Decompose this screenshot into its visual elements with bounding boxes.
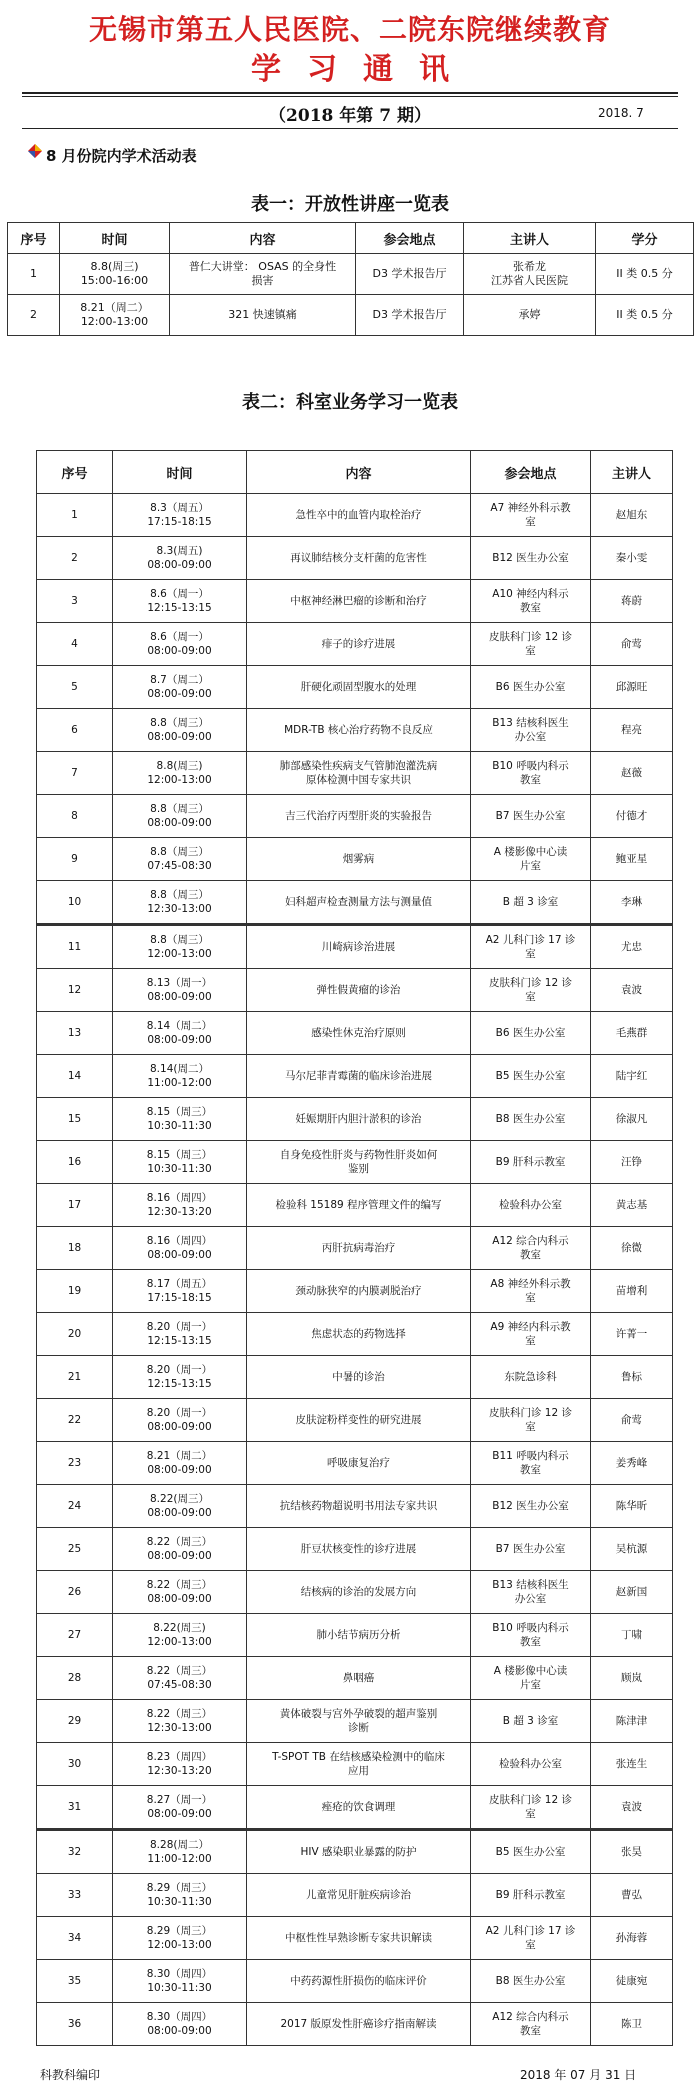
- column-header: 序号: [37, 451, 113, 494]
- cell-place: B7 医生办公室: [471, 795, 591, 838]
- table-row: [37, 580, 673, 623]
- issue-divider: [22, 128, 678, 129]
- cell-time: 8.28(周二） 11:00-12:00: [113, 1830, 247, 1874]
- cell-speaker: 赵新国: [591, 1571, 673, 1614]
- cell-place: A9 神经内科示教 室: [471, 1313, 591, 1356]
- cell-content: 弹性假黄瘤的诊治: [247, 969, 471, 1012]
- open-lecture-table: [7, 222, 694, 336]
- cell-content: 再议肺结核分支杆菌的危害性: [247, 537, 471, 580]
- cell-speaker: 徐微: [591, 1227, 673, 1270]
- cell-place: D3 学术报告厅: [356, 295, 464, 336]
- cell-speaker: 顾岚: [591, 1657, 673, 1700]
- table-row: [37, 1917, 673, 1960]
- cell-no: 24: [37, 1485, 113, 1528]
- cell-place: B11 呼吸内科示 教室: [471, 1442, 591, 1485]
- cell-no: 2: [37, 537, 113, 580]
- cell-no: 26: [37, 1571, 113, 1614]
- cell-time: 8.8(周三) 15:00-16:00: [60, 254, 170, 295]
- cell-time: 8.14(周二） 11:00-12:00: [113, 1055, 247, 1098]
- cell-speaker: 吴杭源: [591, 1528, 673, 1571]
- cell-no: 9: [37, 838, 113, 881]
- cell-time: 8.21（周二） 12:00-13:00: [60, 295, 170, 336]
- cell-content: 结核病的诊治的发展方向: [247, 1571, 471, 1614]
- cell-time: 8.22（周三） 12:30-13:00: [113, 1700, 247, 1743]
- cell-content: 急性卒中的血管内取栓治疗: [247, 494, 471, 537]
- cell-speaker: 付德才: [591, 795, 673, 838]
- cell-time: 8.22(周三) 12:00-13:00: [113, 1614, 247, 1657]
- cell-time: 8.22（周三） 08:00-09:00: [113, 1528, 247, 1571]
- cell-speaker: 秦小雯: [591, 537, 673, 580]
- column-header: 学分: [596, 223, 694, 254]
- cell-time: 8.29（周三） 10:30-11:30: [113, 1874, 247, 1917]
- cell-content: 儿童常见肝脏疾病诊治: [247, 1874, 471, 1917]
- cell-speaker: 丁啸: [591, 1614, 673, 1657]
- table-row: [37, 1743, 673, 1786]
- cell-speaker: 孙海蓉: [591, 1917, 673, 1960]
- cell-no: 36: [37, 2003, 113, 2046]
- cell-time: 8.21（周二） 08:00-09:00: [113, 1442, 247, 1485]
- cell-place: B 超 3 诊室: [471, 881, 591, 925]
- table-row: [37, 795, 673, 838]
- cell-time: 8.8（周三） 12:30-13:00: [113, 881, 247, 925]
- cell-no: 3: [37, 580, 113, 623]
- cell-place: B10 呼吸内科示 教室: [471, 1614, 591, 1657]
- table-row: [37, 1270, 673, 1313]
- table-row: [8, 295, 694, 336]
- cell-content: 2017 版原发性肝癌诊疗指南解读: [247, 2003, 471, 2046]
- cell-speaker: 邱源旺: [591, 666, 673, 709]
- cell-time: 8.20（周一） 12:15-13:15: [113, 1313, 247, 1356]
- table-row: [37, 1399, 673, 1442]
- cell-no: 16: [37, 1141, 113, 1184]
- cell-no: 31: [37, 1786, 113, 1830]
- table-row: [37, 1098, 673, 1141]
- newsletter-subtitle: 学习通讯: [251, 52, 475, 87]
- table-row: [37, 2003, 673, 2046]
- cell-no: 21: [37, 1356, 113, 1399]
- column-header: 主讲人: [464, 223, 596, 254]
- table-row: [37, 1614, 673, 1657]
- cell-speaker: 鲍亚星: [591, 838, 673, 881]
- table-row: [37, 881, 673, 925]
- cell-content: 焦虑状态的药物选择: [247, 1313, 471, 1356]
- table-row: [37, 1227, 673, 1270]
- cell-content: 自身免疫性肝炎与药物性肝炎如何 鉴别: [247, 1141, 471, 1184]
- cell-time: 8.3(周五) 08:00-09:00: [113, 537, 247, 580]
- cell-content: 颈动脉狭窄的内膜剥脱治疗: [247, 1270, 471, 1313]
- cell-no: 33: [37, 1874, 113, 1917]
- cell-place: A12 综合内科示 教室: [471, 2003, 591, 2046]
- cell-speaker: 陈津津: [591, 1700, 673, 1743]
- cell-content: 肺部感染性疾病支气管肺泡灌洗病 原体检测中国专家共识: [247, 752, 471, 795]
- cell-no: 12: [37, 969, 113, 1012]
- section-title: 8 月份院内学术活动表: [46, 147, 197, 165]
- cell-place: 东院急诊科: [471, 1356, 591, 1399]
- cell-place: 检验科办公室: [471, 1743, 591, 1786]
- column-header: 序号: [8, 223, 60, 254]
- cell-speaker: 尤忠: [591, 925, 673, 969]
- cell-time: 8.7（周二） 08:00-09:00: [113, 666, 247, 709]
- cell-content: 呼吸康复治疗: [247, 1442, 471, 1485]
- cell-time: 8.27（周一） 08:00-09:00: [113, 1786, 247, 1830]
- cell-speaker: 张连生: [591, 1743, 673, 1786]
- cell-content: 黄体破裂与宫外孕破裂的超声鉴别 诊断: [247, 1700, 471, 1743]
- cell-time: 8.14（周二） 08:00-09:00: [113, 1012, 247, 1055]
- table-row: [37, 925, 673, 969]
- cell-time: 8.30（周四） 10:30-11:30: [113, 1960, 247, 2003]
- cell-time: 8.13（周一） 08:00-09:00: [113, 969, 247, 1012]
- cell-place: A2 儿科门诊 17 诊 室: [471, 1917, 591, 1960]
- cell-time: 8.22（周三） 08:00-09:00: [113, 1571, 247, 1614]
- cell-speaker: 黄志基: [591, 1184, 673, 1227]
- table1-caption: 表一：开放性讲座一览表: [251, 194, 449, 215]
- cell-time: 8.16（周四） 08:00-09:00: [113, 1227, 247, 1270]
- cell-content: 鼻咽癌: [247, 1657, 471, 1700]
- cell-content: 痱子的诊疗进展: [247, 623, 471, 666]
- cell-content: 痤疮的饮食调理: [247, 1786, 471, 1830]
- cell-content: 检验科 15189 程序管理文件的编写: [247, 1184, 471, 1227]
- publisher-note: 科教科编印: [40, 2068, 101, 2082]
- cell-speaker: 陆宇红: [591, 1055, 673, 1098]
- cell-content: 丙肝抗病毒治疗: [247, 1227, 471, 1270]
- cell-time: 8.8（周三） 08:00-09:00: [113, 795, 247, 838]
- cell-no: 6: [37, 709, 113, 752]
- cell-content: T-SPOT TB 在结核感染检测中的临床 应用: [247, 1743, 471, 1786]
- table-row: [8, 254, 694, 295]
- cell-place: A 楼影像中心读 片室: [471, 838, 591, 881]
- cell-no: 22: [37, 1399, 113, 1442]
- cell-no: 29: [37, 1700, 113, 1743]
- column-header: 内容: [170, 223, 356, 254]
- table2-caption: 表二：科室业务学习一览表: [242, 392, 458, 413]
- cell-content: 吉三代治疗丙型肝炎的实验报告: [247, 795, 471, 838]
- cell-place: B12 医生办公室: [471, 537, 591, 580]
- cell-no: 19: [37, 1270, 113, 1313]
- cell-speaker: 程亮: [591, 709, 673, 752]
- cell-no: 35: [37, 1960, 113, 2003]
- cell-no: 11: [37, 925, 113, 969]
- table-row: [37, 1874, 673, 1917]
- cell-content: 肝硬化顽固型腹水的处理: [247, 666, 471, 709]
- cell-speaker: 陈华昕: [591, 1485, 673, 1528]
- cell-content: 肺小结节病历分析: [247, 1614, 471, 1657]
- cell-speaker: 赵旭东: [591, 494, 673, 537]
- cell-no: 8: [37, 795, 113, 838]
- cell-time: 8.6（周一） 08:00-09:00: [113, 623, 247, 666]
- cell-place: B12 医生办公室: [471, 1485, 591, 1528]
- cell-content: 妇科超声检查测量方法与测量值: [247, 881, 471, 925]
- cell-time: 8.3（周五） 17:15-18:15: [113, 494, 247, 537]
- cell-time: 8.29（周三） 12:00-13:00: [113, 1917, 247, 1960]
- cell-no: 14: [37, 1055, 113, 1098]
- cell-speaker: 徒康宛: [591, 1960, 673, 2003]
- cell-no: 25: [37, 1528, 113, 1571]
- cell-time: 8.16（周四） 12:30-13:20: [113, 1184, 247, 1227]
- table-row: [37, 1485, 673, 1528]
- cell-place: 皮肤科门诊 12 诊 室: [471, 969, 591, 1012]
- cell-place: B9 肝科示教室: [471, 1141, 591, 1184]
- cell-place: B 超 3 诊室: [471, 1700, 591, 1743]
- cell-no: 34: [37, 1917, 113, 1960]
- cell-credit: II 类 0.5 分: [596, 254, 694, 295]
- header-divider-thin: [22, 96, 678, 97]
- cell-place: B6 医生办公室: [471, 1012, 591, 1055]
- cell-content: 中药药源性肝损伤的临床评价: [247, 1960, 471, 2003]
- cell-speaker: 袁波: [591, 1786, 673, 1830]
- cell-no: 32: [37, 1830, 113, 1874]
- publish-date: 2018 年 07 月 31 日: [520, 2068, 637, 2082]
- table-row: [37, 1571, 673, 1614]
- table-row: [37, 1356, 673, 1399]
- cell-content: 中暑的诊治: [247, 1356, 471, 1399]
- table-row: [37, 494, 673, 537]
- cell-place: B6 医生办公室: [471, 666, 591, 709]
- cell-speaker: 张昊: [591, 1830, 673, 1874]
- cell-place: B7 医生办公室: [471, 1528, 591, 1571]
- cell-no: 18: [37, 1227, 113, 1270]
- cell-time: 8.6（周一） 12:15-13:15: [113, 580, 247, 623]
- cell-time: 8.22（周三） 07:45-08:30: [113, 1657, 247, 1700]
- cell-place: B5 医生办公室: [471, 1055, 591, 1098]
- cell-place: A2 儿科门诊 17 诊 室: [471, 925, 591, 969]
- cell-place: B13 结核科医生 办公室: [471, 1571, 591, 1614]
- cell-content: 中枢性性早熟诊断专家共识解读: [247, 1917, 471, 1960]
- issue-date: 2018. 7: [598, 106, 644, 120]
- cell-speaker: 袁波: [591, 969, 673, 1012]
- column-header: 内容: [247, 451, 471, 494]
- issue-number: （2018 年第 7 期）: [269, 106, 431, 126]
- cell-content: 马尔尼菲青霉菌的临床诊治进展: [247, 1055, 471, 1098]
- cell-speaker: 陈卫: [591, 2003, 673, 2046]
- table-row: [37, 1960, 673, 2003]
- cell-place: D3 学术报告厅: [356, 254, 464, 295]
- cell-no: 17: [37, 1184, 113, 1227]
- cell-time: 8.8（周三） 08:00-09:00: [113, 709, 247, 752]
- cell-time: 8.20（周一） 08:00-09:00: [113, 1399, 247, 1442]
- column-header: 时间: [113, 451, 247, 494]
- department-study-table: [36, 450, 673, 2046]
- column-header: 参会地点: [356, 223, 464, 254]
- newsletter-title: 无锡市第五人民医院、二院东院继续教育: [88, 13, 611, 46]
- cell-place: 皮肤科门诊 12 诊 室: [471, 623, 591, 666]
- cell-place: A7 神经外科示教 室: [471, 494, 591, 537]
- cell-credit: II 类 0.5 分: [596, 295, 694, 336]
- table-row: [37, 1442, 673, 1485]
- cell-no: 30: [37, 1743, 113, 1786]
- table-row: [37, 752, 673, 795]
- cell-no: 4: [37, 623, 113, 666]
- cell-time: 8.8（周三） 07:45-08:30: [113, 838, 247, 881]
- cell-speaker: 承婷: [464, 295, 596, 336]
- cell-speaker: 俞莺: [591, 623, 673, 666]
- table-row: [37, 537, 673, 580]
- cell-no: 1: [8, 254, 60, 295]
- bullet-diamond-icon: [24, 140, 46, 162]
- table-row: [37, 1786, 673, 1830]
- cell-speaker: 赵薇: [591, 752, 673, 795]
- cell-speaker: 曹弘: [591, 1874, 673, 1917]
- cell-no: 2: [8, 295, 60, 336]
- table-row: [37, 1184, 673, 1227]
- cell-content: 321 快速镇痛: [170, 295, 356, 336]
- column-header: 参会地点: [471, 451, 591, 494]
- cell-time: 8.20（周一） 12:15-13:15: [113, 1356, 247, 1399]
- cell-place: B8 医生办公室: [471, 1960, 591, 2003]
- cell-speaker: 汪铮: [591, 1141, 673, 1184]
- cell-no: 28: [37, 1657, 113, 1700]
- cell-no: 7: [37, 752, 113, 795]
- cell-content: 烟雾病: [247, 838, 471, 881]
- cell-content: 妊娠期肝内胆汁淤积的诊治: [247, 1098, 471, 1141]
- column-header: 主讲人: [591, 451, 673, 494]
- cell-place: 检验科办公室: [471, 1184, 591, 1227]
- table-row: [37, 1528, 673, 1571]
- cell-place: B9 肝科示教室: [471, 1874, 591, 1917]
- table-row: [37, 1700, 673, 1743]
- cell-content: 皮肤淀粉样变性的研究进展: [247, 1399, 471, 1442]
- table-row: [37, 1012, 673, 1055]
- cell-speaker: 徐淑凡: [591, 1098, 673, 1141]
- header-divider: [22, 92, 678, 94]
- table-row: [37, 1657, 673, 1700]
- cell-content: 普仁大讲堂： OSAS 的全身性 损害: [170, 254, 356, 295]
- cell-no: 5: [37, 666, 113, 709]
- cell-place: B10 呼吸内科示 教室: [471, 752, 591, 795]
- cell-time: 8.15（周三） 10:30-11:30: [113, 1098, 247, 1141]
- table-row: [37, 838, 673, 881]
- cell-speaker: 苗增利: [591, 1270, 673, 1313]
- cell-no: 13: [37, 1012, 113, 1055]
- cell-no: 27: [37, 1614, 113, 1657]
- cell-speaker: 鲁标: [591, 1356, 673, 1399]
- cell-content: 肝豆状核变性的诊疗进展: [247, 1528, 471, 1571]
- cell-content: 中枢神经淋巴瘤的诊断和治疗: [247, 580, 471, 623]
- cell-speaker: 张希龙 江苏省人民医院: [464, 254, 596, 295]
- cell-place: 皮肤科门诊 12 诊 室: [471, 1399, 591, 1442]
- cell-content: MDR-TB 核心治疗药物不良反应: [247, 709, 471, 752]
- cell-no: 1: [37, 494, 113, 537]
- cell-place: B5 医生办公室: [471, 1830, 591, 1874]
- cell-time: 8.8（周三） 12:00-13:00: [113, 925, 247, 969]
- column-header: 时间: [60, 223, 170, 254]
- cell-speaker: 李琳: [591, 881, 673, 925]
- table-row: [37, 1055, 673, 1098]
- cell-no: 23: [37, 1442, 113, 1485]
- table-row: [37, 1141, 673, 1184]
- cell-content: 川崎病诊治进展: [247, 925, 471, 969]
- table-row: [37, 709, 673, 752]
- cell-time: 8.8(周三) 12:00-13:00: [113, 752, 247, 795]
- cell-content: 感染性休克治疗原则: [247, 1012, 471, 1055]
- table-row: [37, 1830, 673, 1874]
- cell-content: 抗结核药物超说明书用法专家共识: [247, 1485, 471, 1528]
- cell-content: HIV 感染职业暴露的防护: [247, 1830, 471, 1874]
- cell-speaker: 蒋蔚: [591, 580, 673, 623]
- cell-place: A12 综合内科示 教室: [471, 1227, 591, 1270]
- cell-no: 15: [37, 1098, 113, 1141]
- cell-no: 20: [37, 1313, 113, 1356]
- cell-place: B8 医生办公室: [471, 1098, 591, 1141]
- cell-place: A 楼影像中心读 片室: [471, 1657, 591, 1700]
- cell-speaker: 毛燕群: [591, 1012, 673, 1055]
- cell-place: A10 神经内科示 教室: [471, 580, 591, 623]
- cell-time: 8.30（周四） 08:00-09:00: [113, 2003, 247, 2046]
- cell-speaker: 俞莺: [591, 1399, 673, 1442]
- cell-speaker: 姜秀峰: [591, 1442, 673, 1485]
- cell-time: 8.17（周五） 17:15-18:15: [113, 1270, 247, 1313]
- table-row: [37, 623, 673, 666]
- cell-time: 8.15（周三） 10:30-11:30: [113, 1141, 247, 1184]
- cell-speaker: 许菁一: [591, 1313, 673, 1356]
- cell-time: 8.22(周三） 08:00-09:00: [113, 1485, 247, 1528]
- cell-place: 皮肤科门诊 12 诊 室: [471, 1786, 591, 1830]
- cell-place: B13 结核科医生 办公室: [471, 709, 591, 752]
- cell-time: 8.23（周四） 12:30-13:20: [113, 1743, 247, 1786]
- table-row: [37, 666, 673, 709]
- table-row: [37, 969, 673, 1012]
- cell-place: A8 神经外科示教 室: [471, 1270, 591, 1313]
- table-row: [37, 1313, 673, 1356]
- cell-no: 10: [37, 881, 113, 925]
